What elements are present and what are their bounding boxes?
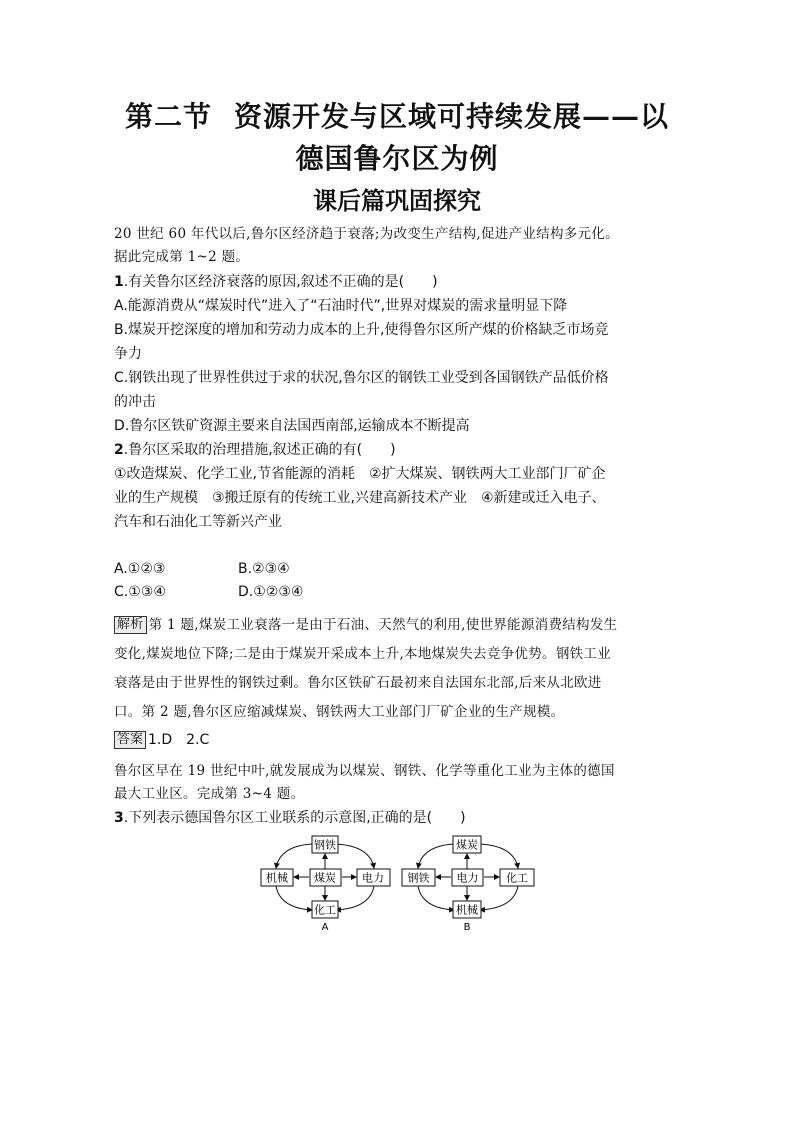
answer-label: 答案	[114, 731, 146, 749]
option-d[interactable]: D.①②③④	[238, 584, 304, 600]
option-b-cont: 争力	[114, 346, 142, 362]
analysis-line: 第 1 题,煤炭工业衰落一是由于石油、天然气的利用,使世界能源消费结构发生	[148, 617, 618, 633]
intro-line: 20 世纪 60 年代以后,鲁尔区经济趋于衰落;为改变生产结构,促进产业结构多元化。	[114, 226, 619, 242]
question-3	[114, 806, 684, 830]
title-main: 资源开发与区域可持续发展——以	[234, 100, 670, 133]
answer-text: 1.D 2.C	[148, 732, 210, 748]
lesson-title	[100, 96, 694, 180]
answer-block	[114, 728, 684, 752]
intro-paragraph-2	[114, 760, 684, 806]
analysis-line: 衰落是由于世界性的钢铁过剩。鲁尔区铁矿石最初来自法国东北部,后来从北欧进	[114, 675, 602, 691]
option-c[interactable]: C.①③④	[114, 584, 166, 600]
node-b-center: 电力	[456, 871, 479, 885]
analysis-line: 变化,煤炭地位下降;二是由于煤炭开采成本上升,本地煤炭失去竞争优势。钢铁工业	[114, 646, 612, 662]
node-b-bottom: 机械	[456, 903, 478, 917]
question-stem: .下列表示德国鲁尔区工业联系的示意图,正确的是( )	[123, 810, 466, 826]
node-a-top: 钢铁	[314, 838, 336, 852]
diagram-b	[402, 836, 534, 933]
analysis-block	[114, 611, 684, 727]
option-d[interactable]: D.鲁尔区铁矿资源主要来自法国西南部,运输成本不断提高	[114, 418, 470, 434]
question-number: 2	[114, 442, 124, 458]
section-subtitle: 课后篇巩固探究	[313, 186, 481, 215]
analysis-label: 解析	[114, 616, 147, 634]
intro-line: 据此完成第 1~2 题。	[114, 249, 250, 265]
question-stem: .有关鲁尔区经济衰落的原因,叙述不正确的是( )	[123, 274, 438, 290]
node-a-bottom: 化工	[314, 903, 336, 917]
node-b-right: 化工	[506, 871, 528, 885]
node-a-center: 煤炭	[314, 871, 336, 885]
diagram-b-label: B	[463, 922, 471, 933]
node-a-right: 电力	[362, 871, 384, 885]
node-b-left: 钢铁	[407, 871, 430, 885]
statement-line: 汽车和石油化工等新兴产业	[114, 514, 282, 530]
industrial-linkage-diagram	[254, 832, 554, 934]
analysis-line: 口。第 2 题,鲁尔区应缩减煤炭、钢铁两大工业部门厂矿企业的生产规模。	[114, 704, 565, 720]
title-line2: 德国鲁尔区为例	[295, 142, 499, 175]
node-a-left: 机械	[266, 871, 288, 885]
option-b[interactable]: B.煤炭开挖深度的增加和劳动力成本的上升,使得鲁尔区所产煤的价格缺乏市场竞	[114, 322, 609, 338]
node-b-top: 煤炭	[456, 838, 478, 852]
question-2-options	[114, 558, 362, 604]
option-a[interactable]: A.①②③	[114, 561, 166, 577]
title-section: 第二节	[124, 100, 212, 133]
question-stem: .鲁尔区采取的治理措施,叙述正确的有( )	[123, 442, 396, 458]
question-2	[114, 438, 684, 534]
intro-line: 鲁尔区早在 19 世纪中叶,就发展成为以煤炭、钢铁、化学等重化工业为主体的德国	[114, 763, 615, 779]
question-number: 3	[114, 810, 124, 826]
question-number: 1	[114, 274, 124, 290]
diagram-a-label: A	[321, 922, 329, 933]
option-b[interactable]: B.②③④	[238, 561, 290, 577]
option-c-cont: 的冲击	[114, 394, 156, 410]
option-a[interactable]: A.能源消费从“煤炭时代”进入了“石油时代”,世界对煤炭的需求量明显下降	[114, 298, 568, 314]
question-1	[114, 270, 684, 438]
intro-line: 最大工业区。完成第 3~4 题。	[114, 786, 305, 802]
diagram-a	[261, 836, 390, 933]
option-c[interactable]: C.钢铁出现了世界性供过于求的状况,鲁尔区的钢铁工业受到各国钢铁产品低价格	[114, 370, 609, 386]
intro-paragraph-1	[114, 223, 684, 269]
statement-line: ①改造煤炭、化学工业,节省能源的消耗 ②扩大煤炭、钢铁两大工业部门厂矿企	[114, 466, 606, 482]
statement-line: 业的生产规模 ③搬迁原有的传统工业,兴建高新技术产业 ④新建或迁入电子、	[114, 490, 606, 506]
